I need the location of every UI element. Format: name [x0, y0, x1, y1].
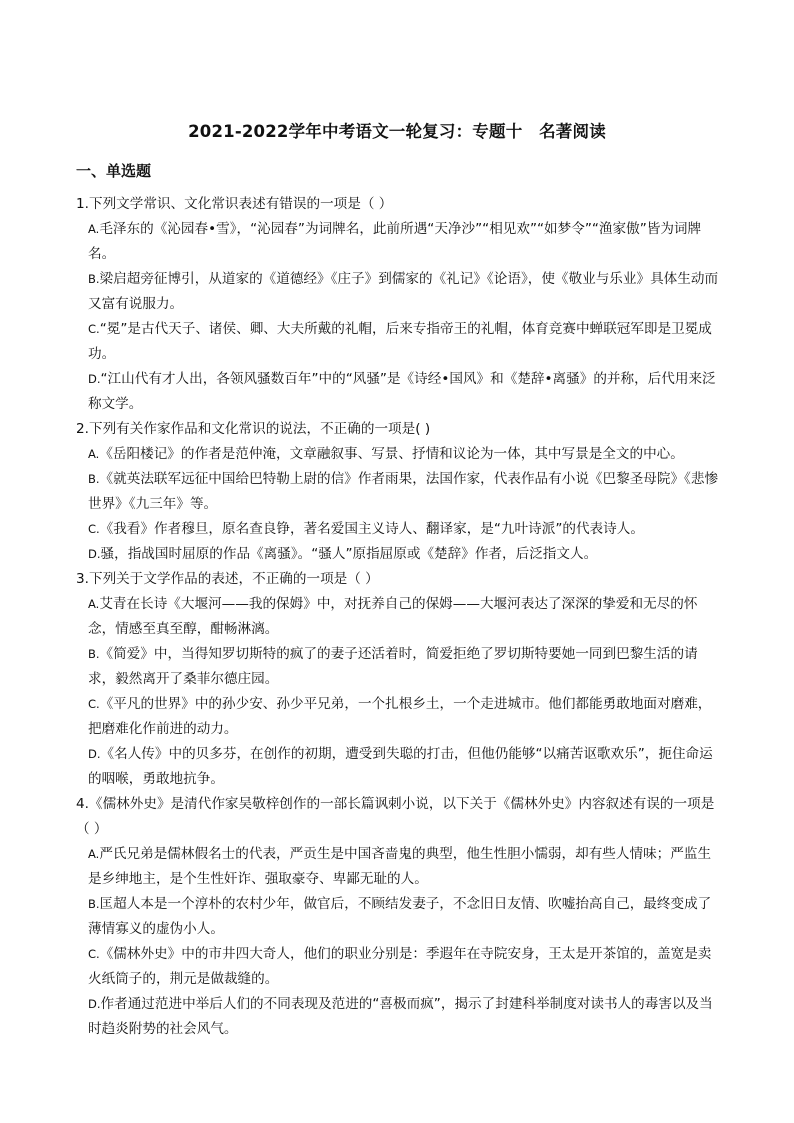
option-label: D. — [88, 747, 101, 761]
option-label: B. — [88, 897, 100, 911]
option-label: A. — [88, 447, 100, 461]
section-heading: 一、单选题 — [76, 162, 152, 180]
option-text: 《儒林外史》中的市井四大奇人，他们的职业分别是：季遐年在寺院安身，王太是开茶馆的，盖宽是卖火纸筒子的，荆元是做裁缝的。 — [88, 946, 712, 987]
question-text: 下列文学常识、文化常识表述有错误的一项是（ ） — [88, 196, 393, 212]
option-text: “江山代有才人出，各领风骚数百年”中的“风骚”是《诗经•国风》和《楚辞•离骚》的并称，后代用来泛称文学。 — [88, 371, 716, 412]
option-c — [76, 692, 724, 742]
option-label: C. — [88, 322, 100, 336]
option-b — [76, 892, 724, 942]
option-label: D. — [88, 547, 101, 561]
option-b — [76, 467, 724, 517]
option-label: C. — [88, 522, 100, 536]
option-label: D. — [88, 372, 101, 386]
question-text: 下列有关作家作品和文化常识的说法，不正确的一项是( ) — [88, 421, 431, 437]
option-c — [76, 517, 724, 542]
option-label: C. — [88, 697, 100, 711]
question-number: 1. — [76, 196, 89, 212]
option-b — [76, 642, 724, 692]
option-a — [76, 217, 724, 267]
question-number: 4. — [76, 796, 89, 812]
question-item — [76, 792, 724, 1042]
option-label: B. — [88, 272, 100, 286]
option-label: B. — [88, 647, 100, 661]
option-text: 艾青在长诗《大堰河——我的保姆》中，对抚养自己的保姆——大堰河表达了深深的挚爱和无尽的怀念，情感至真至醇，酣畅淋漓。 — [88, 596, 698, 637]
option-a — [76, 442, 724, 467]
page-title: 2021-2022学年中考语文一轮复习：专题十 名著阅读 — [188, 122, 606, 141]
question-item — [76, 567, 724, 792]
question-stem — [76, 792, 724, 842]
option-label: C. — [88, 947, 100, 961]
question-stem — [76, 417, 724, 442]
option-text: 梁启超旁征博引，从道家的《道德经》《庄子》到儒家的《礼记》《论语》，使《敬业与乐业》具体生动而又富有说服力。 — [88, 271, 719, 312]
option-text: 毛泽东的《沁园春•雪》，“沁园春”为词牌名，此前所遇“天净沙”“相见欢”“如梦令”“渔家傲”皆为词牌名。 — [88, 221, 702, 262]
option-text: 《平凡的世界》中的孙少安、孙少平兄弟，一个扎根乡土，一个走进城市。他们都能勇敢地面对磨难，把磨难化作前进的动力。 — [88, 696, 712, 737]
option-a — [76, 592, 724, 642]
question-number: 2. — [76, 421, 89, 437]
question-text: 《儒林外史》是清代作家吴敬梓创作的一部长篇讽刺小说，以下关于《儒林外史》内容叙述有误的一项是（ ） — [76, 796, 715, 837]
option-text: “冕”是古代天子、诸侯、卿、大夫所戴的礼帽，后来专指帝王的礼帽，体育竞赛中蝉联冠军即是卫冕成功。 — [88, 321, 712, 362]
option-label: A. — [88, 847, 100, 861]
option-label: A. — [88, 222, 100, 236]
option-d — [76, 542, 724, 567]
question-item — [76, 417, 724, 567]
option-c — [76, 317, 724, 367]
question-item — [76, 192, 724, 417]
option-a — [76, 842, 724, 892]
question-stem — [76, 192, 724, 217]
option-d — [76, 367, 724, 417]
question-number: 3. — [76, 571, 89, 587]
option-b — [76, 267, 724, 317]
option-text: 匡超人本是一个淳朴的农村少年，做官后，不顾结发妻子，不念旧日友情、吹嘘抬高自己，最终变成了薄情寡义的虚伪小人。 — [88, 896, 712, 937]
question-text: 下列关于文学作品的表述，不正确的一项是（ ） — [88, 571, 379, 587]
option-text: 《名人传》中的贝多芬，在创作的初期，遭受到失聪的打击，但他仍能够“以痛苦讴歌欢乐”，扼住命运的咽喉，勇敢地抗争。 — [88, 746, 713, 787]
option-text: 《简爱》中，当得知罗切斯特的疯了的妻子还活着时，简爱拒绝了罗切斯特要她一同到巴黎生活的请求，毅然离开了桑菲尔德庄园。 — [88, 646, 698, 687]
option-text: 严氏兄弟是儒林假名士的代表，严贡生是中国吝啬鬼的典型，他生性胆小懦弱，却有些人情味；严监生是乡绅地主，是个生性奸诈、强取豪夺、卑鄙无耻的人。 — [88, 846, 712, 887]
question-stem — [76, 567, 724, 592]
option-text: 《我看》作者穆旦，原名查良铮，著名爱国主义诗人、翻译家，是“九叶诗派”的代表诗人。 — [99, 521, 644, 537]
option-label: B. — [88, 472, 100, 486]
option-text: 《就英法联军远征中国给巴特勒上尉的信》作者雨果，法国作家，代表作品有小说《巴黎圣母院》《悲惨世界》《九三年》等。 — [88, 471, 719, 512]
option-d — [76, 742, 724, 792]
question-list — [76, 192, 724, 1042]
option-label: A. — [88, 597, 100, 611]
option-text: 《岳阳楼记》的作者是范仲淹，文章融叙事、写景、抒情和议论为一体，其中写景是全文的中心。 — [99, 446, 684, 462]
option-text: 骚，指战国时屈原的作品《离骚》。“骚人”原指屈原或《楚辞》作者，后泛指文人。 — [100, 546, 598, 562]
option-d — [76, 992, 724, 1042]
option-c — [76, 942, 724, 992]
option-text: 作者通过范进中举后人们的不同表现及范进的“喜极而疯”，揭示了封建科举制度对读书人的毒害以及当时趋炎附势的社会风气。 — [88, 996, 713, 1037]
option-label: D. — [88, 997, 101, 1011]
